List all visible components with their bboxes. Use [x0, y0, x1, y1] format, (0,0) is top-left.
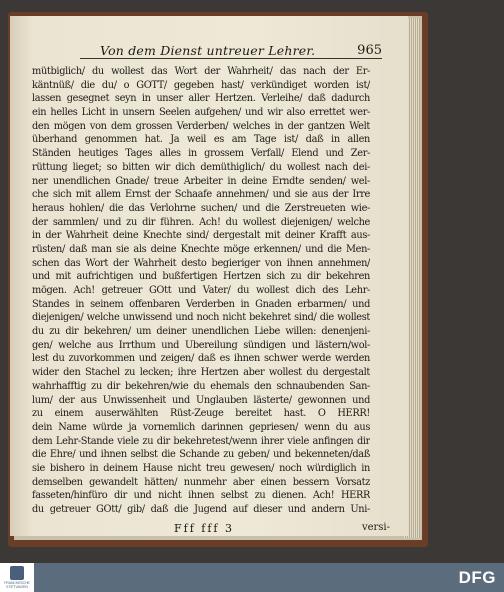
- crest-icon: [10, 566, 24, 580]
- text-line: fasseten/hinfüro dir und nicht ihnen selbst zu dienen. Ach! HERR: [32, 490, 370, 502]
- text-line: in der Wahrheit deine Knechte sind/ dergestalt mit deiner Krafft aus-: [32, 230, 370, 242]
- text-line: du zu dir bekehren/ um deiner unendlichen Liebe willen: denenjeni-: [32, 326, 370, 338]
- text-line: heraus hohlen/ die das Verlohrne suchen/ und die Zerstreueten wie-: [32, 202, 370, 214]
- page-number: 965: [357, 43, 382, 58]
- text-line: rüsten/ daß man sie als deine Knechte möge erkennen/ und die Men-: [32, 243, 370, 255]
- text-line: du getreuer GOtt/ gib/ daß die Jugend auf dieser und andern Uni-: [32, 504, 370, 515]
- page-footer: [150, 522, 390, 535]
- header-title: Von dem Dienst untreuer Lehrer.: [100, 43, 316, 58]
- catchword: versi-: [361, 522, 390, 533]
- text-line: dein Name würde ja vornemlich darinnen gepriesen/ wenn du aus: [32, 421, 370, 433]
- text-line: mütbiglich/ du wollest das Wort der Wahrheit/ das nach der Er-: [32, 66, 370, 77]
- text-line: zu einem auserwählten Rüst-Zeuge bereitet hast. O HERR!: [32, 408, 370, 420]
- text-line: der sammlen/ und zu dir führen. Ach! du wollest diejenigen/ welche: [32, 216, 370, 228]
- viewer-footer-bar: [0, 563, 504, 592]
- text-line: schen das Wort der Wahrheit desto begieriger von ihnen annehmen/: [32, 257, 370, 269]
- text-line: und mit aufrichtigen und bußfertigen Hertzen sich zu dir bekehren: [32, 271, 370, 283]
- francke-foundation-logo[interactable]: [0, 563, 34, 592]
- text-line: ner unendlichen Gnade/ treue Arbeiter in deine Erndte senden/ wel-: [32, 175, 370, 187]
- text-line: den mögen von dem grossen Verderben/ welches in der gantzen Welt: [32, 120, 370, 132]
- text-line: Standes in seinem offenbaren Verderben in Gnaden erbarmen/ und: [32, 298, 370, 310]
- dfg-logo[interactable]: DFG: [458, 568, 496, 587]
- text-line: lest du zuvorkommen und zeigen/ daß es ihnen schwer werde werden: [32, 353, 370, 365]
- text-line: die Ehre/ und ihnen selbst die Schande zu geben/ und bekenneten/daß: [32, 449, 370, 461]
- book-page: [10, 16, 408, 536]
- text-line: dem Lehr-Stande viele zu dir bekehretest/wenn ihrer viele anfingen dir: [32, 435, 370, 447]
- text-line: käntnüß/ die du/ o GOTT/ gegeben hast/ verkündiget worden ist/: [32, 79, 370, 91]
- text-line: gen/ welche aus Irrthum und Ubereilung sündigen und lästern/wol-: [32, 339, 370, 351]
- logo-caption: FRANCKESCHE STIFTUNGEN: [4, 581, 30, 589]
- text-line: wider den Stachel zu lecken; ihre Hertzen aber wollest du dergestalt: [32, 367, 370, 379]
- signature-mark: Fff fff 3: [174, 522, 234, 535]
- body-text: [32, 65, 370, 517]
- running-header: [80, 38, 382, 59]
- text-line: Ständen heutiges Tages alles in grossem Verfall/ Elend und Zer-: [32, 148, 370, 160]
- text-line: wahrhafftig zu dir bekehren/wie du ehemals den schnaubenden San-: [32, 380, 370, 392]
- text-line: demselben gewandelt hätten/ nunmehr aber einen bessern Vorsatz: [32, 476, 370, 488]
- text-line: sie bishero in deinem Hause nicht treu gewesen/ noch würdiglich in: [32, 462, 370, 474]
- text-line: rüttung lieget; so bitten wir dich demüthiglich/ du wollest nach dei-: [32, 161, 370, 173]
- text-line: che sich mit allem Ernst der Schaafe annehmen/ und sie aus der Irre: [32, 189, 370, 201]
- text-line: überhand genommen hat. Ja weil es am Tage ist/ daß in allen: [32, 134, 370, 146]
- text-line: mögen. Ach! getreuer GOtt und Vater/ du wollest dich des Lehr-: [32, 285, 370, 296]
- text-line: lum/ der aus Unwissenheit und Unglauben lästerte/ gewonnen und: [32, 394, 370, 406]
- text-line: diejenigen/ welche unwissend und noch nicht bekehret sind/ die wollest: [32, 312, 370, 324]
- text-line: lassen gesegnet seyn in unser aller Hertzen. Verleihe/ daß dadurch: [32, 93, 370, 105]
- text-line: ein helles Licht in unsern Seelen aufgehen/ und wir also errettet wer-: [32, 107, 370, 119]
